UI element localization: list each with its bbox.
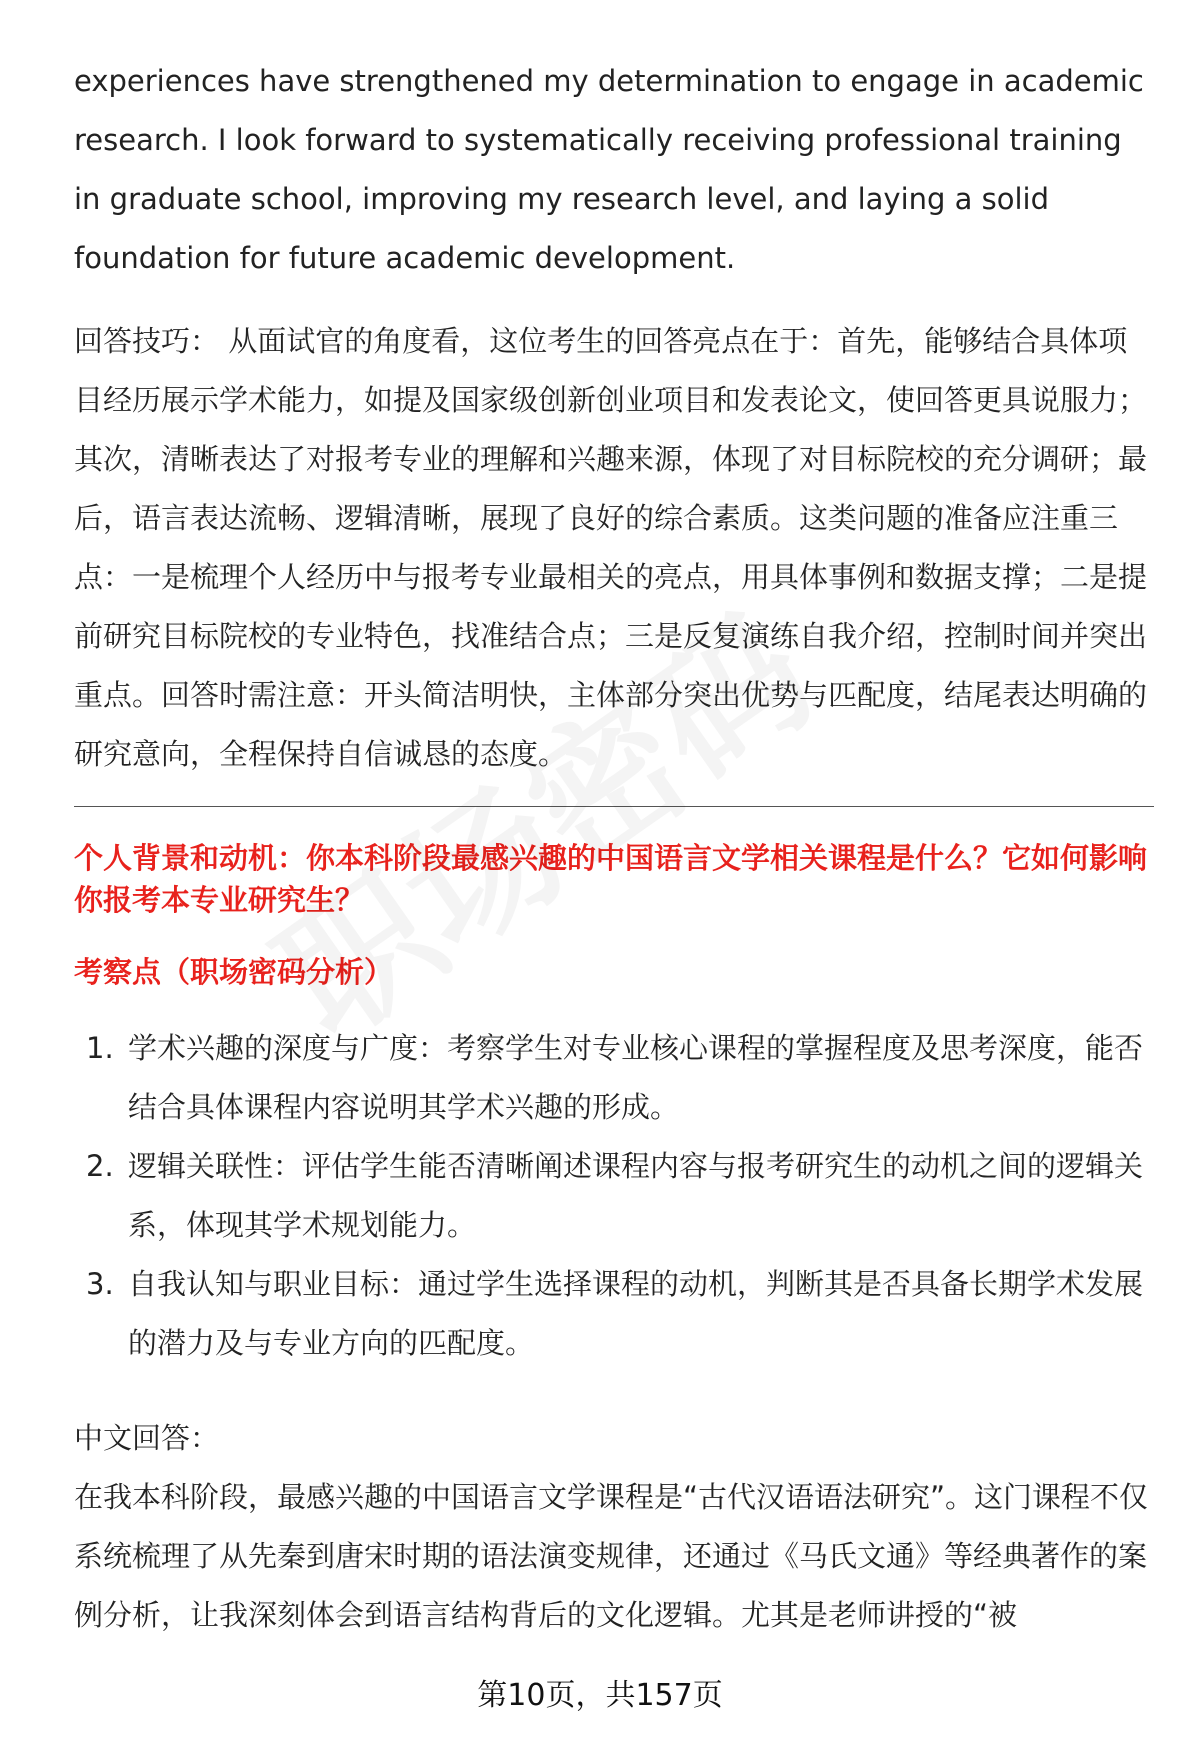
chinese-answer-label: 中文回答： <box>74 1421 220 1455</box>
page-indicator: 第10页，共157页 <box>477 1678 723 1713</box>
list-item <box>74 1255 1154 1373</box>
answer-tips-paragraph <box>74 312 1154 784</box>
section-divider <box>74 806 1154 807</box>
assessment-heading: 考察点（职场密码分析） <box>74 955 394 989</box>
chinese-answer-text: 在我本科阶段，最感兴趣的中国语言文学课程是“古代汉语语法研究”。这门课程不仅系统梳理了从先秦到唐宋时期的语法演变规律，还通过《马氏文通》等经典著作的案例分析，让我深刻体会到语言结构背后的文化逻辑。尤其是老师讲授的“被 <box>74 1480 1149 1632</box>
list-item-number: 2. <box>86 1149 114 1183</box>
list-item-text: 自我认知与职业目标：通过学生选择课程的动机，判断其是否具备长期学术发展的潜力及与专业方向的匹配度。 <box>128 1267 1144 1360</box>
list-item-text: 学术兴趣的深度与广度：考察学生对专业核心课程的掌握程度及思考深度，能否结合具体课程内容说明其学术兴趣的形成。 <box>128 1031 1144 1124</box>
intro-paragraph: experiences have strengthened my determination to engage in academic research. I look forward to systematically receiving professional training in graduate school, improving my research level, and laying a solid foundation for future academic development. <box>74 64 1144 275</box>
list-item-number: 1. <box>86 1031 114 1065</box>
assessment-points-list <box>74 1019 1154 1373</box>
document-page <box>74 52 1154 1645</box>
question-title: 个人背景和动机：你本科阶段最感兴趣的中国语言文学相关课程是什么？它如何影响你报考本专业研究生？ <box>74 841 1148 917</box>
list-item-text: 逻辑关联性：评估学生能否清晰阐述课程内容与报考研究生的动机之间的逻辑关系，体现其学术规划能力。 <box>128 1149 1144 1242</box>
list-item <box>74 1019 1154 1137</box>
list-item <box>74 1137 1154 1255</box>
answer-tips-text: 从面试官的角度看，这位考生的回答亮点在于：首先，能够结合具体项目经历展示学术能力，如提及国家级创新创业项目和发表论文，使回答更具说服力；其次，清晰表达了对报考专业的理解和兴趣来源，体现了对目标院校的充分调研；最后，语言表达流畅、逻辑清晰，展现了良好的综合素质。这类问题的准备应注重三点：一是梳理个人经历中与报考专业最相关的亮点，用具体事例和数据支撑；二是提前研究目标院校的专业特色，找准结合点；三是反复演练自我介绍，控制时间并突出重点。回答时需注意：开头简洁明快，主体部分突出优势与匹配度，结尾表达明确的研究意向，全程保持自信诚恳的态度。 <box>74 324 1148 771</box>
answer-tips-label: 回答技巧： <box>74 324 220 358</box>
list-item-number: 3. <box>86 1267 114 1301</box>
